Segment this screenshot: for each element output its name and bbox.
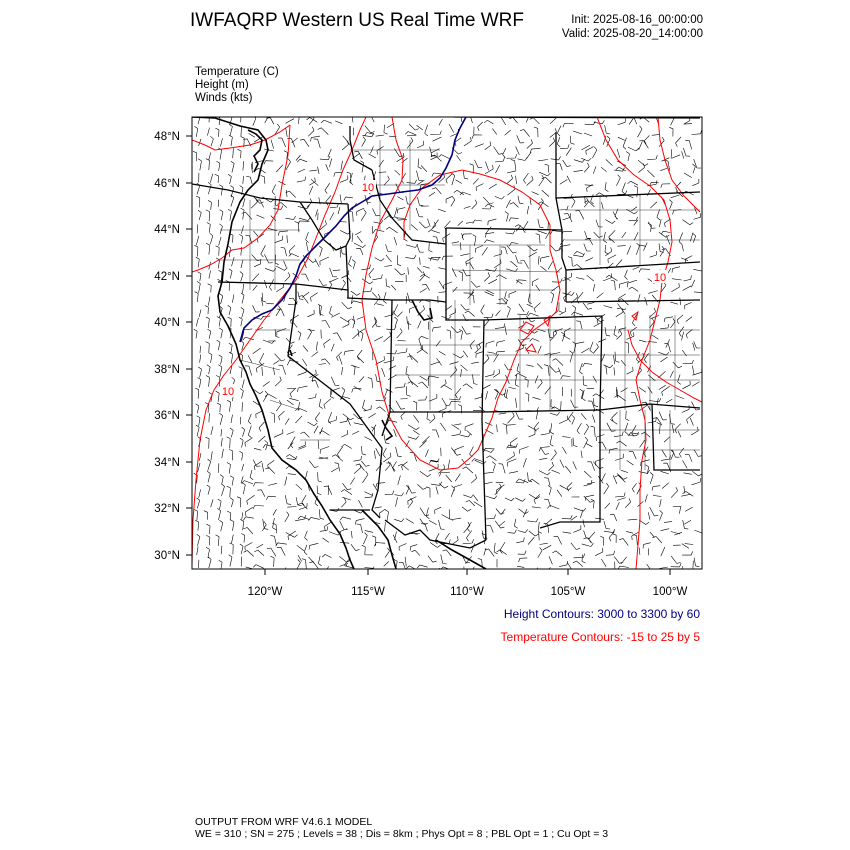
contour-label-1 bbox=[360, 180, 376, 194]
temperature-contour-legend: Temperature Contours: -15 to 25 by 5 bbox=[500, 630, 700, 644]
wind-barbs bbox=[193, 111, 706, 579]
lat-label-32: 32°N bbox=[154, 503, 180, 515]
lon-label-115: 115°W bbox=[351, 586, 385, 598]
lat-label-40: 40°N bbox=[154, 317, 180, 329]
lat-label-42: 42°N bbox=[154, 271, 180, 283]
lon-label-100: 100°W bbox=[652, 586, 688, 598]
height-contour-legend: Height Contours: 3000 to 3300 by 60 bbox=[503, 607, 700, 621]
lat-label-48: 48°N bbox=[154, 131, 180, 143]
lon-label-120: 120°W bbox=[247, 586, 283, 598]
variable-height: Height (m) bbox=[195, 79, 249, 91]
model-info-line1: OUTPUT FROM WRF V4.6.1 MODEL bbox=[195, 816, 373, 828]
map-frame bbox=[192, 117, 702, 569]
svg-text:10: 10 bbox=[361, 182, 375, 194]
valid-time: Valid: 2025-08-20_14:00:00 bbox=[561, 28, 703, 40]
contour-label-2 bbox=[652, 270, 668, 284]
lat-label-30: 30°N bbox=[154, 550, 180, 562]
lat-label-34: 34°N bbox=[154, 457, 180, 469]
wind-barb-field bbox=[193, 111, 706, 579]
lat-label-38: 38°N bbox=[154, 364, 180, 376]
temperature-contours bbox=[192, 117, 702, 569]
lat-label-36: 36°N bbox=[154, 410, 180, 422]
lon-label-105: 105°W bbox=[550, 586, 586, 598]
variable-temperature: Temperature (C) bbox=[195, 66, 279, 78]
state-borders bbox=[192, 117, 700, 548]
init-time: Init: 2025-08-16_00:00:00 bbox=[571, 14, 703, 26]
contour-label-3 bbox=[220, 384, 236, 398]
lon-label-110: 110°W bbox=[450, 586, 484, 598]
lat-label-46: 46°N bbox=[154, 178, 180, 190]
model-info-line2: WE = 310 ; SN = 275 ; Levels = 38 ; Dis = 8km ; Phys Opt = 8 ; PBL Opt = 1 ; Cu Opt = 3 bbox=[195, 828, 609, 840]
lat-label-44: 44°N bbox=[154, 224, 180, 236]
plot-title: IWFAQRP Western US Real Time WRF bbox=[190, 10, 524, 31]
height-contours bbox=[240, 117, 466, 342]
svg-text:10: 10 bbox=[221, 386, 235, 398]
svg-text:10: 10 bbox=[653, 272, 667, 284]
variable-winds: Winds (kts) bbox=[195, 92, 253, 104]
